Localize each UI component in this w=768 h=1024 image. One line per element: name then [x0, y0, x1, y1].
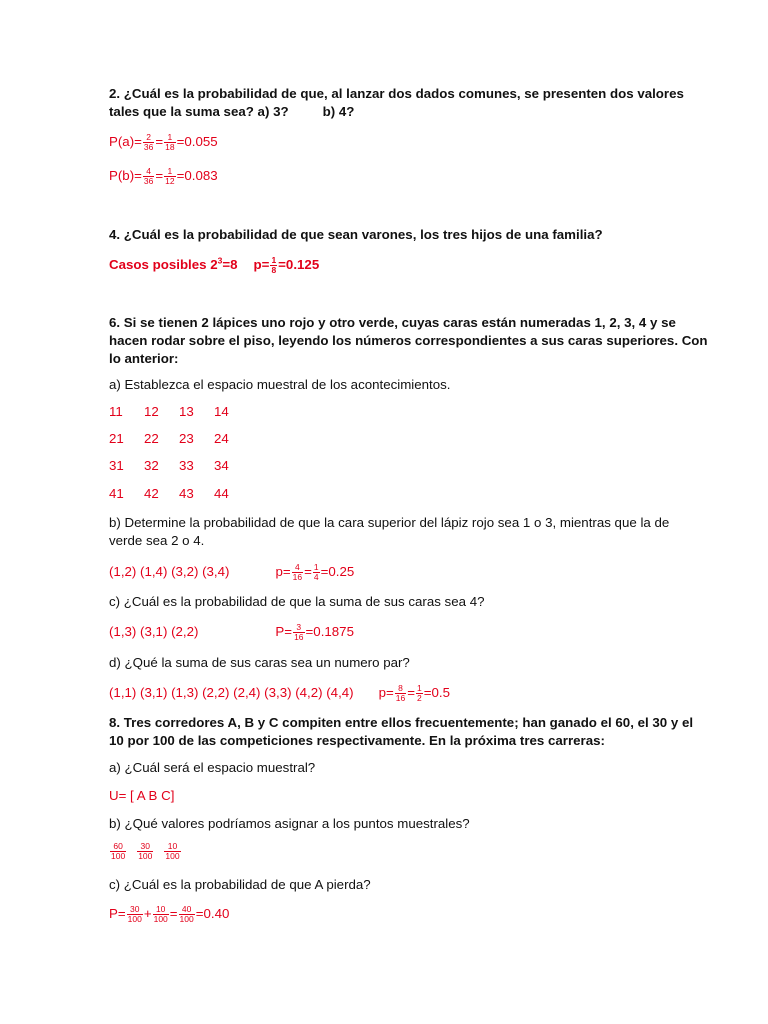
fraction: $\frac{10}{100}$ — [165, 841, 180, 861]
q2-answer-b: P(b)= $\frac{4}{36}$ = $\frac{1}{12}$ =0.083 — [109, 166, 218, 186]
q8-a-answer: U= [ A B C] — [109, 788, 175, 803]
q2-answer-a: P(a)= $\frac{2}{36}$ = $\frac{1}{18}$ =0.055 — [109, 132, 218, 152]
cell: 11 — [109, 404, 123, 419]
q2-text-line-2: tales que la suma sea? a) 3? b) 4? — [109, 104, 355, 119]
q8-b-answer — [109, 842, 182, 861]
cell: 14 — [214, 404, 229, 419]
q8-a-text: a) ¿Cuál será el espacio muestral? — [109, 760, 316, 775]
q6-d-answer: (1,1) (3,1) (1,3) (2,2) (2,4) (3,3) (4,2) (4,4) p= $\frac{8}{16}$ = $\frac{1}{2}$ =0.5 — [109, 683, 450, 703]
cell: 34 — [214, 458, 229, 473]
sample-space-row-2 — [109, 431, 249, 446]
cell: 13 — [179, 404, 194, 419]
q4-text: 4. ¿Cuál es la probabilidad de que sean varones, los tres hijos de una familia? — [109, 227, 603, 242]
cell: 21 — [109, 431, 124, 446]
q8-text-line-2: 10 por 100 de las competiciones respectivamente. En la próxima tres carreras: — [109, 733, 605, 748]
cell: 44 — [214, 486, 229, 501]
q8-b-text: b) ¿Qué valores podríamos asignar a los puntos muestrales? — [109, 816, 470, 831]
q6-b-text-line-2: verde sea 2 o 4. — [109, 533, 205, 548]
q8-c-answer: P= $\frac{30}{100}$ + $\frac{10}{100}$ = $\frac{40}{100}$ =0.40 — [109, 904, 230, 924]
fraction: $\frac{30}{100}$ — [138, 841, 153, 861]
q2-text-line-1: 2. ¿Cuál es la probabilidad de que, al lanzar dos dados comunes, se presenten dos valores — [109, 86, 684, 101]
cell: 22 — [144, 431, 159, 446]
q8-c-text: c) ¿Cuál es la probabilidad de que A pierda? — [109, 877, 371, 892]
q4-answer: Casos posibles $2^3=8$ p= $\frac{1}{8}$ =0.125 — [109, 255, 320, 275]
sample-space-row-1 — [109, 404, 249, 419]
q6-text-line-1: 6. Si se tienen 2 lápices uno rojo y otro verde, cuyas caras están numeradas 1, 2, 3, 4 y se — [109, 315, 676, 330]
q6-b-text-line-1: b) Determine la probabilidad de que la cara superior del lápiz rojo sea 1 o 3, mientras que la de — [109, 515, 670, 530]
cell: 32 — [144, 458, 159, 473]
cell: 31 — [109, 458, 124, 473]
q6-d-text: d) ¿Qué la suma de sus caras sea un numero par? — [109, 655, 410, 670]
cell: 43 — [179, 486, 194, 501]
sample-space-row-4 — [109, 486, 249, 501]
q8-text-line-1: 8. Tres corredores A, B y C compiten entre ellos frecuentemente; han ganado el 60, el 30 y el — [109, 715, 694, 730]
sample-space-row-3 — [109, 458, 249, 473]
q6-text-line-3: lo anterior: — [109, 351, 179, 366]
q6-a-text: a) Establezca el espacio muestral de los acontecimientos. — [109, 377, 451, 392]
cell: 41 — [109, 486, 124, 501]
q6-text-line-2: hacen rodar sobre el piso, leyendo los números correspondientes a sus caras superiores. Con — [109, 333, 708, 348]
q6-c-text: c) ¿Cuál es la probabilidad de que la suma de sus caras sea 4? — [109, 594, 485, 609]
fraction: $\frac{60}{100}$ — [111, 841, 126, 861]
q6-c-answer: (1,3) (3,1) (2,2) P= $\frac{3}{16}$ =0.1875 — [109, 622, 354, 642]
cell: 24 — [214, 431, 229, 446]
q6-b-answer: (1,2) (1,4) (3,2) (3,4) p= $\frac{4}{16}$ = $\frac{1}{4}$ =0.25 — [109, 562, 355, 582]
cell: 12 — [144, 404, 159, 419]
cell: 33 — [179, 458, 194, 473]
cell: 42 — [144, 486, 159, 501]
cell: 23 — [179, 431, 194, 446]
